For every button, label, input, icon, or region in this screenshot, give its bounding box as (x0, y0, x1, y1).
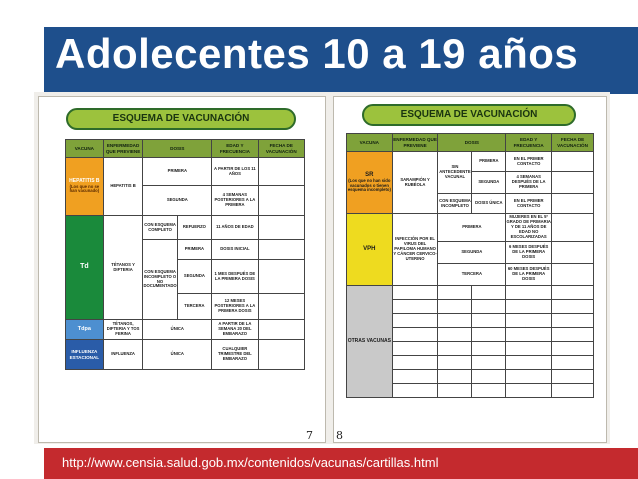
td-disease: TÉTANOS Y DIFTERIA (103, 216, 143, 320)
vph-d3-age: 60 MESES DESPUÉS DE LA PRIMERA DOSIS (506, 264, 552, 286)
sr-unica-date[interactable] (552, 194, 594, 214)
right-page-number: 8 (336, 429, 343, 442)
td-incomplete: CON ESQUEMA INCOMPLETO O NO DOCUMENTADO (143, 240, 177, 320)
sr-d1-date[interactable] (552, 152, 594, 172)
td-d3: TERCERA (177, 294, 212, 320)
hepb-date-1[interactable] (258, 158, 304, 186)
sr-d2-date[interactable] (552, 172, 594, 194)
flu-disease: INFLUENZA (103, 340, 143, 370)
blank-cell[interactable] (392, 314, 438, 328)
left-page-number: 7 (306, 429, 313, 442)
blank-cell[interactable] (552, 370, 594, 384)
blank-cell[interactable] (438, 286, 472, 300)
sr-d2-age: 4 SEMANAS DESPUÉS DE LA PRIMERA (506, 172, 552, 194)
vph-d1-age: MUJERES EN EL 5º GRADO DE PRIMARIA Y DE 11 AÑOS DE EDAD NO ESCOLARIZADAS (506, 214, 552, 242)
col-dosis-r: DOSIS (438, 134, 506, 152)
blank-cell[interactable] (552, 356, 594, 370)
blank-cell[interactable] (392, 384, 438, 398)
hepb-age-1: A PARTIR DE LOS 11 AÑOS (212, 158, 258, 186)
sr-d1: PRIMERA (472, 152, 506, 172)
blank-cell[interactable] (506, 300, 552, 314)
sr-d1-age: EN EL PRIMER CONTACTO (506, 152, 552, 172)
hepb-disease: HEPATITIS B (103, 158, 143, 216)
vph-d3-date[interactable] (552, 264, 594, 286)
blank-cell[interactable] (506, 314, 552, 328)
blank-cell[interactable] (438, 314, 472, 328)
sr-unica-age: EN EL PRIMER CONTACTO (506, 194, 552, 214)
sr-note: (Los que no han sido vacunados o tienen esquema incompleto) (347, 177, 391, 193)
td-ref-date[interactable] (258, 216, 304, 240)
sr-name: SR (365, 171, 374, 178)
blank-cell[interactable] (472, 356, 506, 370)
col-dosis: DOSIS (143, 140, 212, 158)
col-fecha: FECHA DE VACUNACIÓN (258, 140, 304, 158)
sr-unica: DOSIS ÚNICA (472, 194, 506, 214)
blank-cell[interactable] (472, 342, 506, 356)
td-d2-age: 1 MES DESPUÉS DE LA PRIMERA DOSIS (212, 260, 258, 294)
blank-cell[interactable] (506, 384, 552, 398)
footer-url[interactable]: http://www.censia.salud.gob.mx/contenidos/vacunas/cartillas.html (62, 455, 439, 470)
tdpa-date[interactable] (258, 320, 304, 340)
right-card (333, 96, 607, 443)
right-card-header: ESQUEMA DE VACUNACIÓN (362, 104, 576, 126)
blank-cell[interactable] (392, 328, 438, 342)
blank-cell[interactable] (438, 356, 472, 370)
vph-d3: TERCERA (438, 264, 506, 286)
hepb-note: (Los que no se han vacunado) (69, 183, 100, 194)
tdpa-name: Tdpa (66, 320, 104, 340)
col-vacuna: VACUNA (66, 140, 104, 158)
blank-cell[interactable] (472, 314, 506, 328)
blank-cell[interactable] (392, 286, 438, 300)
left-card (38, 96, 326, 443)
hepb-cell (66, 158, 104, 216)
vph-d1-date[interactable] (552, 214, 594, 242)
blank-cell[interactable] (552, 328, 594, 342)
col-fecha-r: FECHA DE VACUNACIÓN (552, 134, 594, 152)
blank-cell[interactable] (506, 370, 552, 384)
hepb-age-2: 4 SEMANAS POSTERIORES A LA PRIMERA (212, 186, 258, 216)
hepb-dose-2: SEGUNDA (143, 186, 212, 216)
flu-age: CUALQUIER TRIMESTRE DEL EMBARAZO (212, 340, 258, 370)
flu-dose: ÚNICA (143, 340, 212, 370)
blank-cell[interactable] (392, 342, 438, 356)
otras-vacunas: OTRAS VACUNAS (347, 286, 393, 398)
col-edad: EDAD Y FRECUENCIA (212, 140, 258, 158)
blank-cell[interactable] (438, 328, 472, 342)
blank-cell[interactable] (506, 286, 552, 300)
sr-no-ant: SIN ANTECEDENTE VACUNAL (438, 152, 472, 194)
hepb-name: HEPATITIS B (69, 177, 100, 184)
blank-cell[interactable] (392, 370, 438, 384)
blank-cell[interactable] (506, 342, 552, 356)
blank-cell[interactable] (506, 356, 552, 370)
blank-cell[interactable] (438, 342, 472, 356)
blank-cell[interactable] (472, 300, 506, 314)
blank-cell[interactable] (552, 300, 594, 314)
left-vaccine-table (65, 139, 305, 370)
sr-d2: SEGUNDA (472, 172, 506, 194)
td-d1-age: DOSIS INICIAL (212, 240, 258, 260)
col-vacuna-r: VACUNA (347, 134, 393, 152)
tdpa-dose: ÚNICA (143, 320, 212, 340)
blank-cell[interactable] (552, 342, 594, 356)
td-d3-age: 12 MESES POSTERIORES A LA PRIMERA DOSIS (212, 294, 258, 320)
td-name: Td (66, 216, 104, 320)
blank-cell[interactable] (552, 286, 594, 300)
vph-d2-age: 6 MESES DESPUÉS DE LA PRIMERA DOSIS (506, 242, 552, 264)
vph-d2: SEGUNDA (438, 242, 506, 264)
tdpa-age: A PARTIR DE LA SEMANA 20 DEL EMBARAZO (212, 320, 258, 340)
blank-cell[interactable] (438, 370, 472, 384)
right-vaccine-table (346, 133, 594, 398)
tdpa-disease: TÉTANOS, DIFTERIA Y TOS FERINA (103, 320, 143, 340)
sr-incomplete: CON ESQUEMA INCOMPLETO (438, 194, 472, 214)
sr-cell (347, 152, 393, 214)
slide-title: Adolecentes 10 a 19 años (55, 30, 579, 77)
sr-disease: SARAMPIÓN Y RUBÉOLA (392, 152, 438, 214)
td-d1: PRIMERA (177, 240, 212, 260)
blank-cell[interactable] (392, 356, 438, 370)
col-enfermedad: ENFERMEDAD QUE PREVIENE (103, 140, 143, 158)
td-ref-age: 11 AÑOS DE EDAD (212, 216, 258, 240)
td-d2: SEGUNDA (177, 260, 212, 294)
blank-cell[interactable] (552, 384, 594, 398)
blank-cell[interactable] (552, 314, 594, 328)
hepb-dose-1: PRIMERA (143, 158, 212, 186)
vph-d2-date[interactable] (552, 242, 594, 264)
blank-cell[interactable] (472, 384, 506, 398)
blank-cell[interactable] (472, 286, 506, 300)
td-complete: CON ESQUEMA COMPLETO (143, 216, 177, 240)
hepb-date-2[interactable] (258, 186, 304, 216)
blank-cell[interactable] (392, 300, 438, 314)
left-card-header: ESQUEMA DE VACUNACIÓN (66, 108, 296, 130)
col-enfermedad-r: ENFERMEDAD QUE PREVIENE (392, 134, 438, 152)
blank-cell[interactable] (472, 370, 506, 384)
td-d2-date[interactable] (258, 260, 304, 294)
td-ref: REFUERZO (177, 216, 212, 240)
flu-date[interactable] (258, 340, 304, 370)
blank-cell[interactable] (438, 300, 472, 314)
td-d1-date[interactable] (258, 240, 304, 260)
blank-cell[interactable] (438, 384, 472, 398)
td-d3-date[interactable] (258, 294, 304, 320)
blank-cell[interactable] (472, 328, 506, 342)
vph-name: VPH (347, 214, 393, 286)
blank-cell[interactable] (506, 328, 552, 342)
flu-name: INFLUENZA ESTACIONAL (66, 340, 104, 370)
vph-d1: PRIMERA (438, 214, 506, 242)
col-edad-r: EDAD Y FRECUENCIA (506, 134, 552, 152)
vph-disease: INFECCIÓN POR EL VIRUS DEL PAPILOMA HUMANO Y CÁNCER CERVICO-UTERINO (392, 214, 438, 286)
